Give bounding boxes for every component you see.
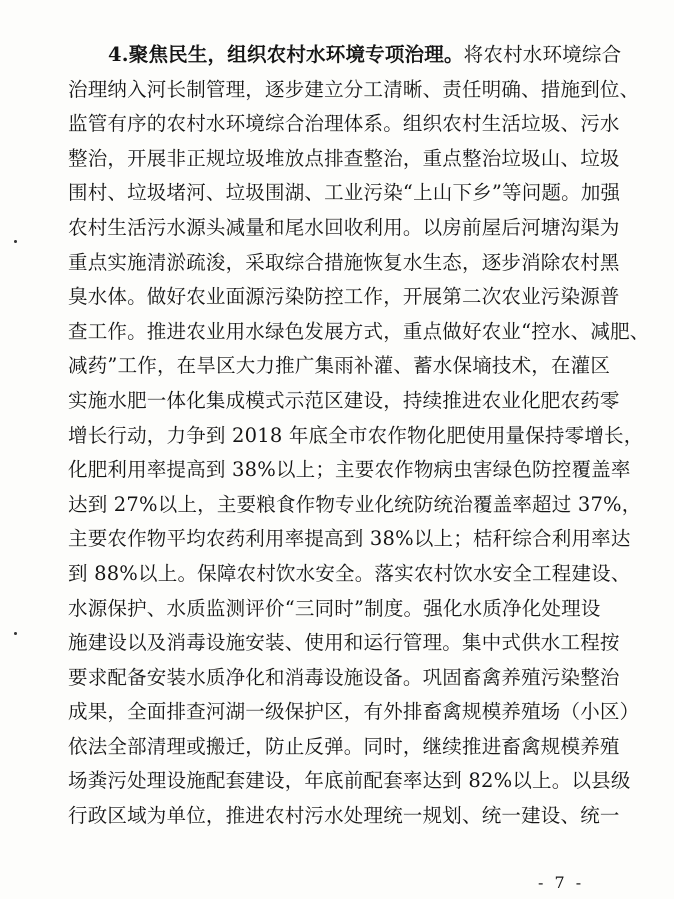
text-line: 查工作。推进农业用水绿色发展方式，重点做好农业“控水、减肥、 bbox=[68, 319, 650, 343]
margin-dot bbox=[14, 240, 17, 243]
text-line: 化肥利用率提高到 38%以上；主要农作物病虫害绿色防控覆盖率 bbox=[68, 458, 631, 482]
margin-dot bbox=[14, 632, 17, 635]
body-text bbox=[68, 38, 650, 834]
text-line: 依法全部清理或搬迁，防止反弹。同时，继续推进畜禽规模养殖 bbox=[68, 734, 620, 758]
text-line: 臭水体。做好农业面源污染防控工作，开展第二次农业污染源普 bbox=[68, 285, 620, 309]
text-line: 治理纳入河长制管理，逐步建立分工清晰、责任明确、措施到位、 bbox=[68, 77, 640, 101]
text-line: 重点实施清淤疏浚，采取综合措施恢复水生态，逐步消除农村黑 bbox=[68, 250, 620, 274]
text-line: 到 88%以上。保障农村饮水安全。落实农村饮水安全工程建设、 bbox=[68, 561, 631, 585]
text-line: 达到 27%以上，主要粮食作物专业化统防统治覆盖率超过 37%， bbox=[68, 492, 642, 516]
text-line: 要求配备安装水质净化和消毒设施设备。巩固畜禽养殖污染整治 bbox=[68, 665, 620, 689]
text-line: 行政区域为单位，推进农村污水处理统一规划、统一建设、统一 bbox=[68, 804, 620, 828]
text-line: 整治，开展非正规垃圾堆放点排查整治，重点整治垃圾山、垃圾 bbox=[68, 146, 620, 170]
text-line: 施建设以及消毒设施安装、使用和运行管理。集中式供水工程按 bbox=[68, 631, 620, 655]
text-line: 增长行动，力争到 2018 年底全市农作物化肥使用量保持零增长， bbox=[68, 423, 644, 447]
text-line: 实施水肥一体化集成模式示范区建设，持续推进农业化肥农药零 bbox=[68, 388, 620, 412]
text-line: 主要农作物平均农药利用率提高到 38%以上；桔秆综合利用率达 bbox=[68, 527, 631, 551]
section-heading: 4.聚焦民生，组织农村水环境专项治理。 bbox=[108, 43, 464, 66]
text-line: 农村生活污水源头减量和尾水回收利用。以房前屋后河塘沟渠为 bbox=[68, 215, 620, 239]
text-line: 成果，全面排查河湖一级保护区，有外排畜禽规模养殖场（小区） bbox=[68, 700, 640, 724]
text-line: 场粪污处理设施配套建设，年底前配套率达到 82%以上。以县级 bbox=[68, 769, 631, 793]
text-line: 监管有序的农村水环境综合治理体系。组织农村生活垃圾、污水 bbox=[68, 112, 620, 136]
text-line: 减药”工作，在旱区大力推广集雨补灌、蓄水保墒技术，在灌区 bbox=[68, 354, 611, 378]
text-line: 将农村水环境综合 bbox=[463, 43, 622, 66]
text-line: 围村、垃圾堵河、垃圾围湖、工业污染“上山下乡”等问题。加强 bbox=[68, 181, 621, 205]
text-line: 水源保护、水质监测评价“三同时”制度。强化水质净化处理设 bbox=[68, 596, 601, 620]
paragraph-first-line bbox=[68, 38, 622, 73]
page-number: - 7 - bbox=[538, 873, 585, 892]
